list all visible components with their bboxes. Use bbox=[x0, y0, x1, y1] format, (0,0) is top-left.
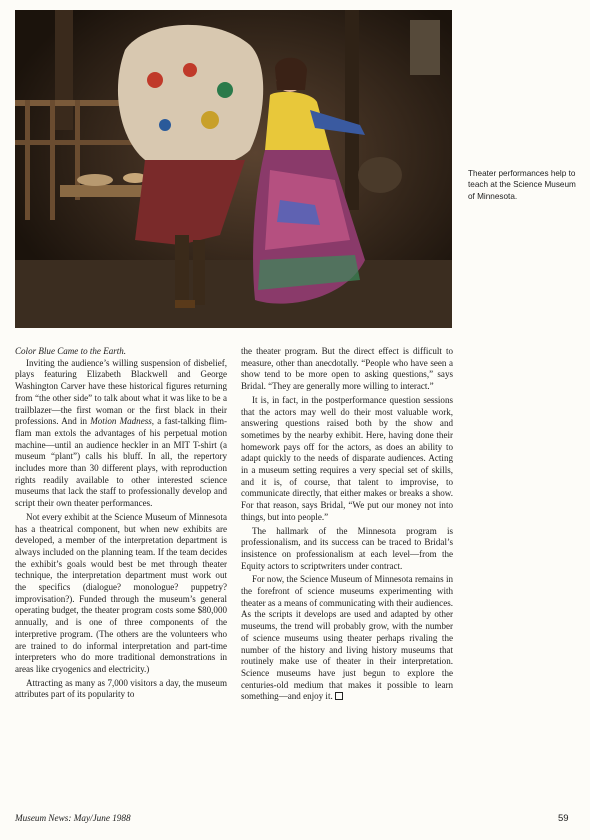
paragraph: It is, in fact, in the postperformance question sessions that the actors may well do their most valuable work, answering questions raised both by the show and sometimes by the nearby exhibit. Here, having done their homework pays off for the actors, as does an ability to adapt quickly to the needs of disparate audiences. Acting in a museum setting requires a very special set of skills, and it is, of course, that talent to improvise, to communicate directly, that either makes or breaks a show. For that reason, says Bridal, “We put our money not into things, but into people.” bbox=[241, 394, 453, 522]
play-title: Color Blue Came to the Earth. bbox=[15, 346, 127, 356]
paragraph bbox=[15, 358, 227, 510]
play-title: Motion Madness bbox=[90, 416, 152, 427]
paragraph-text: For now, the Science Museum of Minnesota remains in the forefront of science museums experimenting with theater as a means of communicating with their audiences. As the scripts it develops are used and adapted by other museums, the trend will probably grow, with the number of science museums using theater perhaps rivaling the number of the history and living history museums that routinely make use of theater in their interpretation. Science museums have just begun to explore the centuries-old medium that makes it possible to learn something—and enjoy it. bbox=[241, 574, 453, 702]
paragraph bbox=[241, 574, 453, 703]
article-column-right bbox=[241, 346, 453, 703]
article-photo bbox=[15, 10, 452, 328]
theater-performers-image bbox=[15, 10, 452, 328]
paragraph-text: , a fast-talking flim-flam man extols the advantages of his perpetual motion machine—until an audience heckler in an MIT T-shirt (a museum “plant”) calls his bluff. In all, the repertory includes more than 30 different plays, with reproduction rights readily available to other interested science museums that lack the staff to professionally develop and script their own theater performances. bbox=[15, 416, 228, 509]
paragraph: Not every exhibit at the Science Museum of Minnesota has a theatrical component, but when new exhibits are developed, a member of the interpretation department is always included on the planning team. If the team decides the exhibit’s goals would best be met through theater technique, the interpretation department must work out the specifics (dialogue? monologue? puppetry? improvisation?). Funded through the museum’s general operating budget, the theater program costs some $80,000 annually, and is one of three components of the interpretive program. (The others are the volunteers who are trained to do informal interpretation and part-time interpreters who do more traditional demonstrations in areas like cryogenics and electricity.) bbox=[15, 511, 227, 674]
paragraph: Attracting as many as 7,000 visitors a day, the museum attributes part of its popularity to bbox=[15, 677, 227, 700]
article-column-left bbox=[15, 346, 227, 701]
paragraph bbox=[15, 346, 227, 358]
paragraph-text: Inviting the audience’s willing suspension of disbelief, plays featuring Elizabeth Blackwell and George Washington Carver have these historical figures returning from “the other side” to talk about what it was like to be a trailblazer—the first woman or the first black in their professions. And in bbox=[15, 357, 227, 427]
photo-caption: Theater performances help to teach at the Science Museum of Minnesota. bbox=[468, 169, 576, 201]
publication-footer: Museum News: May/June 1988 bbox=[15, 813, 131, 823]
end-mark-icon bbox=[335, 692, 343, 700]
paragraph: the theater program. But the direct effect is difficult to measure, other than anecdotally. “People who have seen a show tend to be more open to asking questions,” says Bridal. “They are generally more willing to interact.” bbox=[241, 346, 453, 392]
paragraph: The hallmark of the Minnesota program is professionalism, and its success can be traced to Bridal’s insistence on professionalism at each level—from the Equity actors to scriptwriters under contract. bbox=[241, 525, 453, 571]
page-number: 59 bbox=[558, 813, 569, 824]
